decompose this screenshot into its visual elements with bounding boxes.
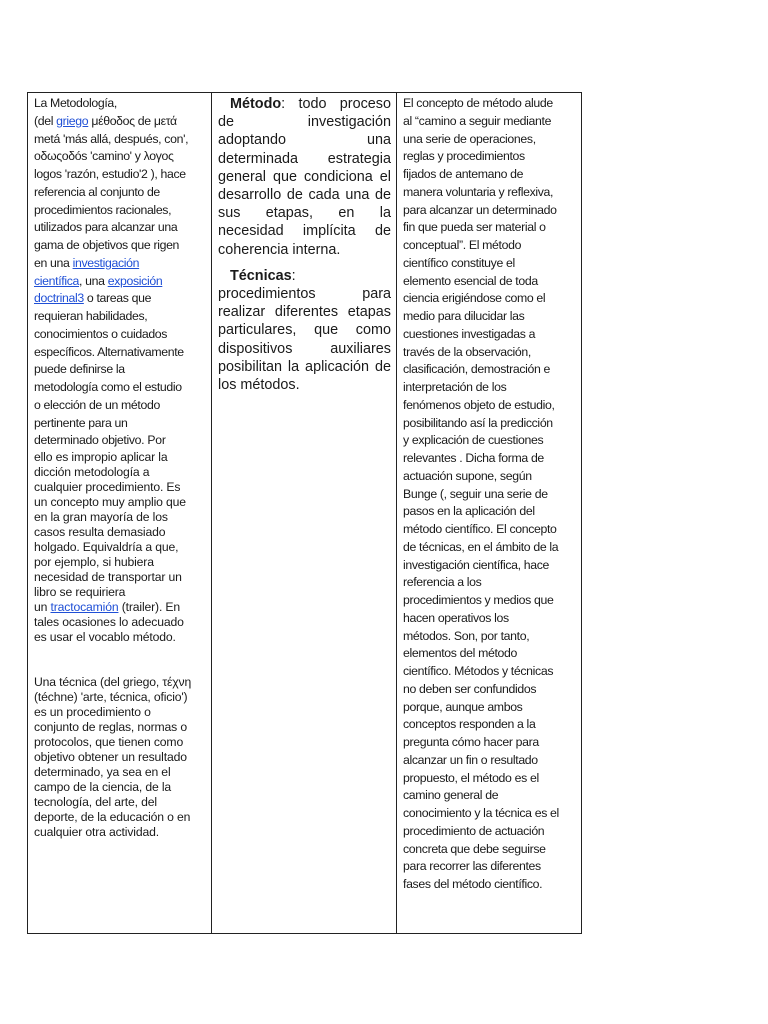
column-metodologia: [28, 93, 212, 934]
text-line: para recorrer las diferentes: [403, 859, 541, 874]
text-line: fases del método científico.: [403, 877, 543, 891]
text-line: manera voluntaria y reflexiva,: [403, 184, 554, 199]
text-line: científico. Métodos y técnicas: [403, 664, 554, 678]
griego-link[interactable]: griego: [56, 113, 89, 128]
text-line: procedimientos y medios que: [403, 593, 554, 607]
metodo-definition: Método: todo proceso de investigación adoptando una determinada estrategia general que condiciona el desarrollo de cada una de sus etapas, en la necesidad implícita de coherencia interna.: [218, 96, 391, 258]
metodo-term: Método: [230, 96, 282, 112]
text-line: conocimiento y la técnica es el: [403, 806, 559, 820]
impropio-paragraph: ello es impropio aplicar la dicción metodología a cualquier procedimiento. Es un concepto muy amplio que en la gran mayoría de los casos resulta demasiado holgado. Equivaldría a que, por ejemplo, si hubiera necesidad de transportar un libro se requiriera un tractocamión (trailer). En tales ocasiones lo adecuado es usar el vocablo método.: [34, 450, 186, 644]
text-line: reglas y procedimientos: [403, 149, 525, 164]
column-metodo-tecnica: [397, 93, 582, 934]
text-line: actuación supone, según: [403, 468, 532, 483]
tecnicas-definition: procedimientos para realizar diferentes etapas particulares, que como dispositivos auxiliares posibilitan la aplicación de los métodos.: [218, 286, 391, 394]
text-line: pregunta cómo hacer para: [403, 735, 539, 749]
text-line: cuestiones investigadas a: [403, 326, 536, 341]
text-line: Bunge (, seguir una serie de: [403, 486, 548, 501]
text-line: través de la observación,: [403, 344, 531, 359]
text-line: El concepto de método alude: [403, 96, 553, 110]
text-line: científico constituye el: [403, 255, 515, 270]
text-line: interpretación de los: [403, 380, 507, 394]
column-definiciones: [212, 93, 397, 934]
tecnicas-heading: Técnicas:: [218, 267, 391, 285]
text-line: elemento esencial de toda: [403, 273, 538, 288]
text-line: de técnicas, en el ámbito de la: [403, 539, 559, 554]
text-line: una serie de operaciones,: [403, 131, 536, 146]
text-line: porque, aunque ambos: [403, 699, 523, 714]
exposicion-doctrinal-link-cont[interactable]: doctrinal3: [34, 291, 84, 306]
text-line: clasificación, demostración e: [403, 362, 551, 377]
metodologia-paragraph: La Metodología, (del griego μέθοδος de μετά metá 'más allá, después, con', οδωςοδós 'camino' y λογος logos 'razón, estudio'2 ), hace referencia al conjunto de procedimientos racionales, utilizados para alcanzar una gama de objetivos que rigen en una investigación científica, una exposición doctrinal3 o tareas que requieran habilidades, conocimientos o cuidados específicos. Alternativamente puede definirse la metodología como el estudio o elección de un método pertinente para un determinado objetivo. Por: [34, 96, 189, 448]
text-line: referencia a los: [403, 575, 482, 590]
exposicion-doctrinal-link[interactable]: exposición: [107, 273, 163, 288]
tractocamion-link[interactable]: tractocamión: [50, 600, 119, 614]
investigacion-cientifica-link[interactable]: investigación: [72, 255, 140, 270]
text-line: concreta que debe seguirse: [403, 841, 546, 856]
text-line: y explicación de cuestiones: [403, 433, 544, 448]
definitions-table: [27, 92, 582, 934]
metodo-tecnica-paragraph: [403, 95, 576, 894]
text-line: elementos del método: [403, 646, 517, 661]
text-line: fenómenos objeto de estudio,: [403, 397, 555, 412]
text-line: procedimiento de actuación: [403, 823, 545, 838]
text-line: no deben ser confundidos: [403, 681, 537, 696]
tecnicas-term: Técnicas: [230, 267, 292, 284]
text-line: fijados de antemano de: [403, 167, 524, 181]
text-line: medio para dilucidar las: [403, 309, 525, 323]
investigacion-cientifica-link-cont[interactable]: científica: [34, 273, 80, 288]
text-line: al “camino a seguir mediante: [403, 113, 552, 128]
text-line: ciencia erigiéndose como el: [403, 291, 546, 306]
text-line: alcanzar un fin o resultado: [403, 752, 538, 767]
text-line: camino general de: [403, 788, 499, 803]
tecnica-paragraph: Una técnica (del griego, τέχνη (téchne) 'arte, técnica, oficio') es un procedimiento o conjunto de reglas, normas o protocolos, que tienen como objetivo obtener un resultado determinado, ya sea en el campo de la ciencia, de la tecnología, del arte, del deporte, de la educación o en cualquier otra actividad.: [34, 675, 192, 839]
text-line: método científico. El concepto: [403, 522, 557, 536]
text-line: fin que pueda ser material o: [403, 220, 546, 235]
text-line: relevantes . Dicha forma de: [403, 451, 544, 465]
text-line: propuesto, el método es el: [403, 770, 539, 785]
text-line: conceptual”. El método: [403, 238, 522, 252]
text-line: posibilitando así la predicción: [403, 415, 553, 430]
text-line: para alcanzar un determinado: [403, 202, 557, 217]
text-line: investigación científica, hace: [403, 557, 550, 572]
text-line: conceptos responden a la: [403, 717, 536, 732]
text-line: hacen operativos los: [403, 610, 509, 625]
text-line: pasos en la aplicación del: [403, 504, 535, 519]
text-line: métodos. Son, por tanto,: [403, 628, 530, 643]
